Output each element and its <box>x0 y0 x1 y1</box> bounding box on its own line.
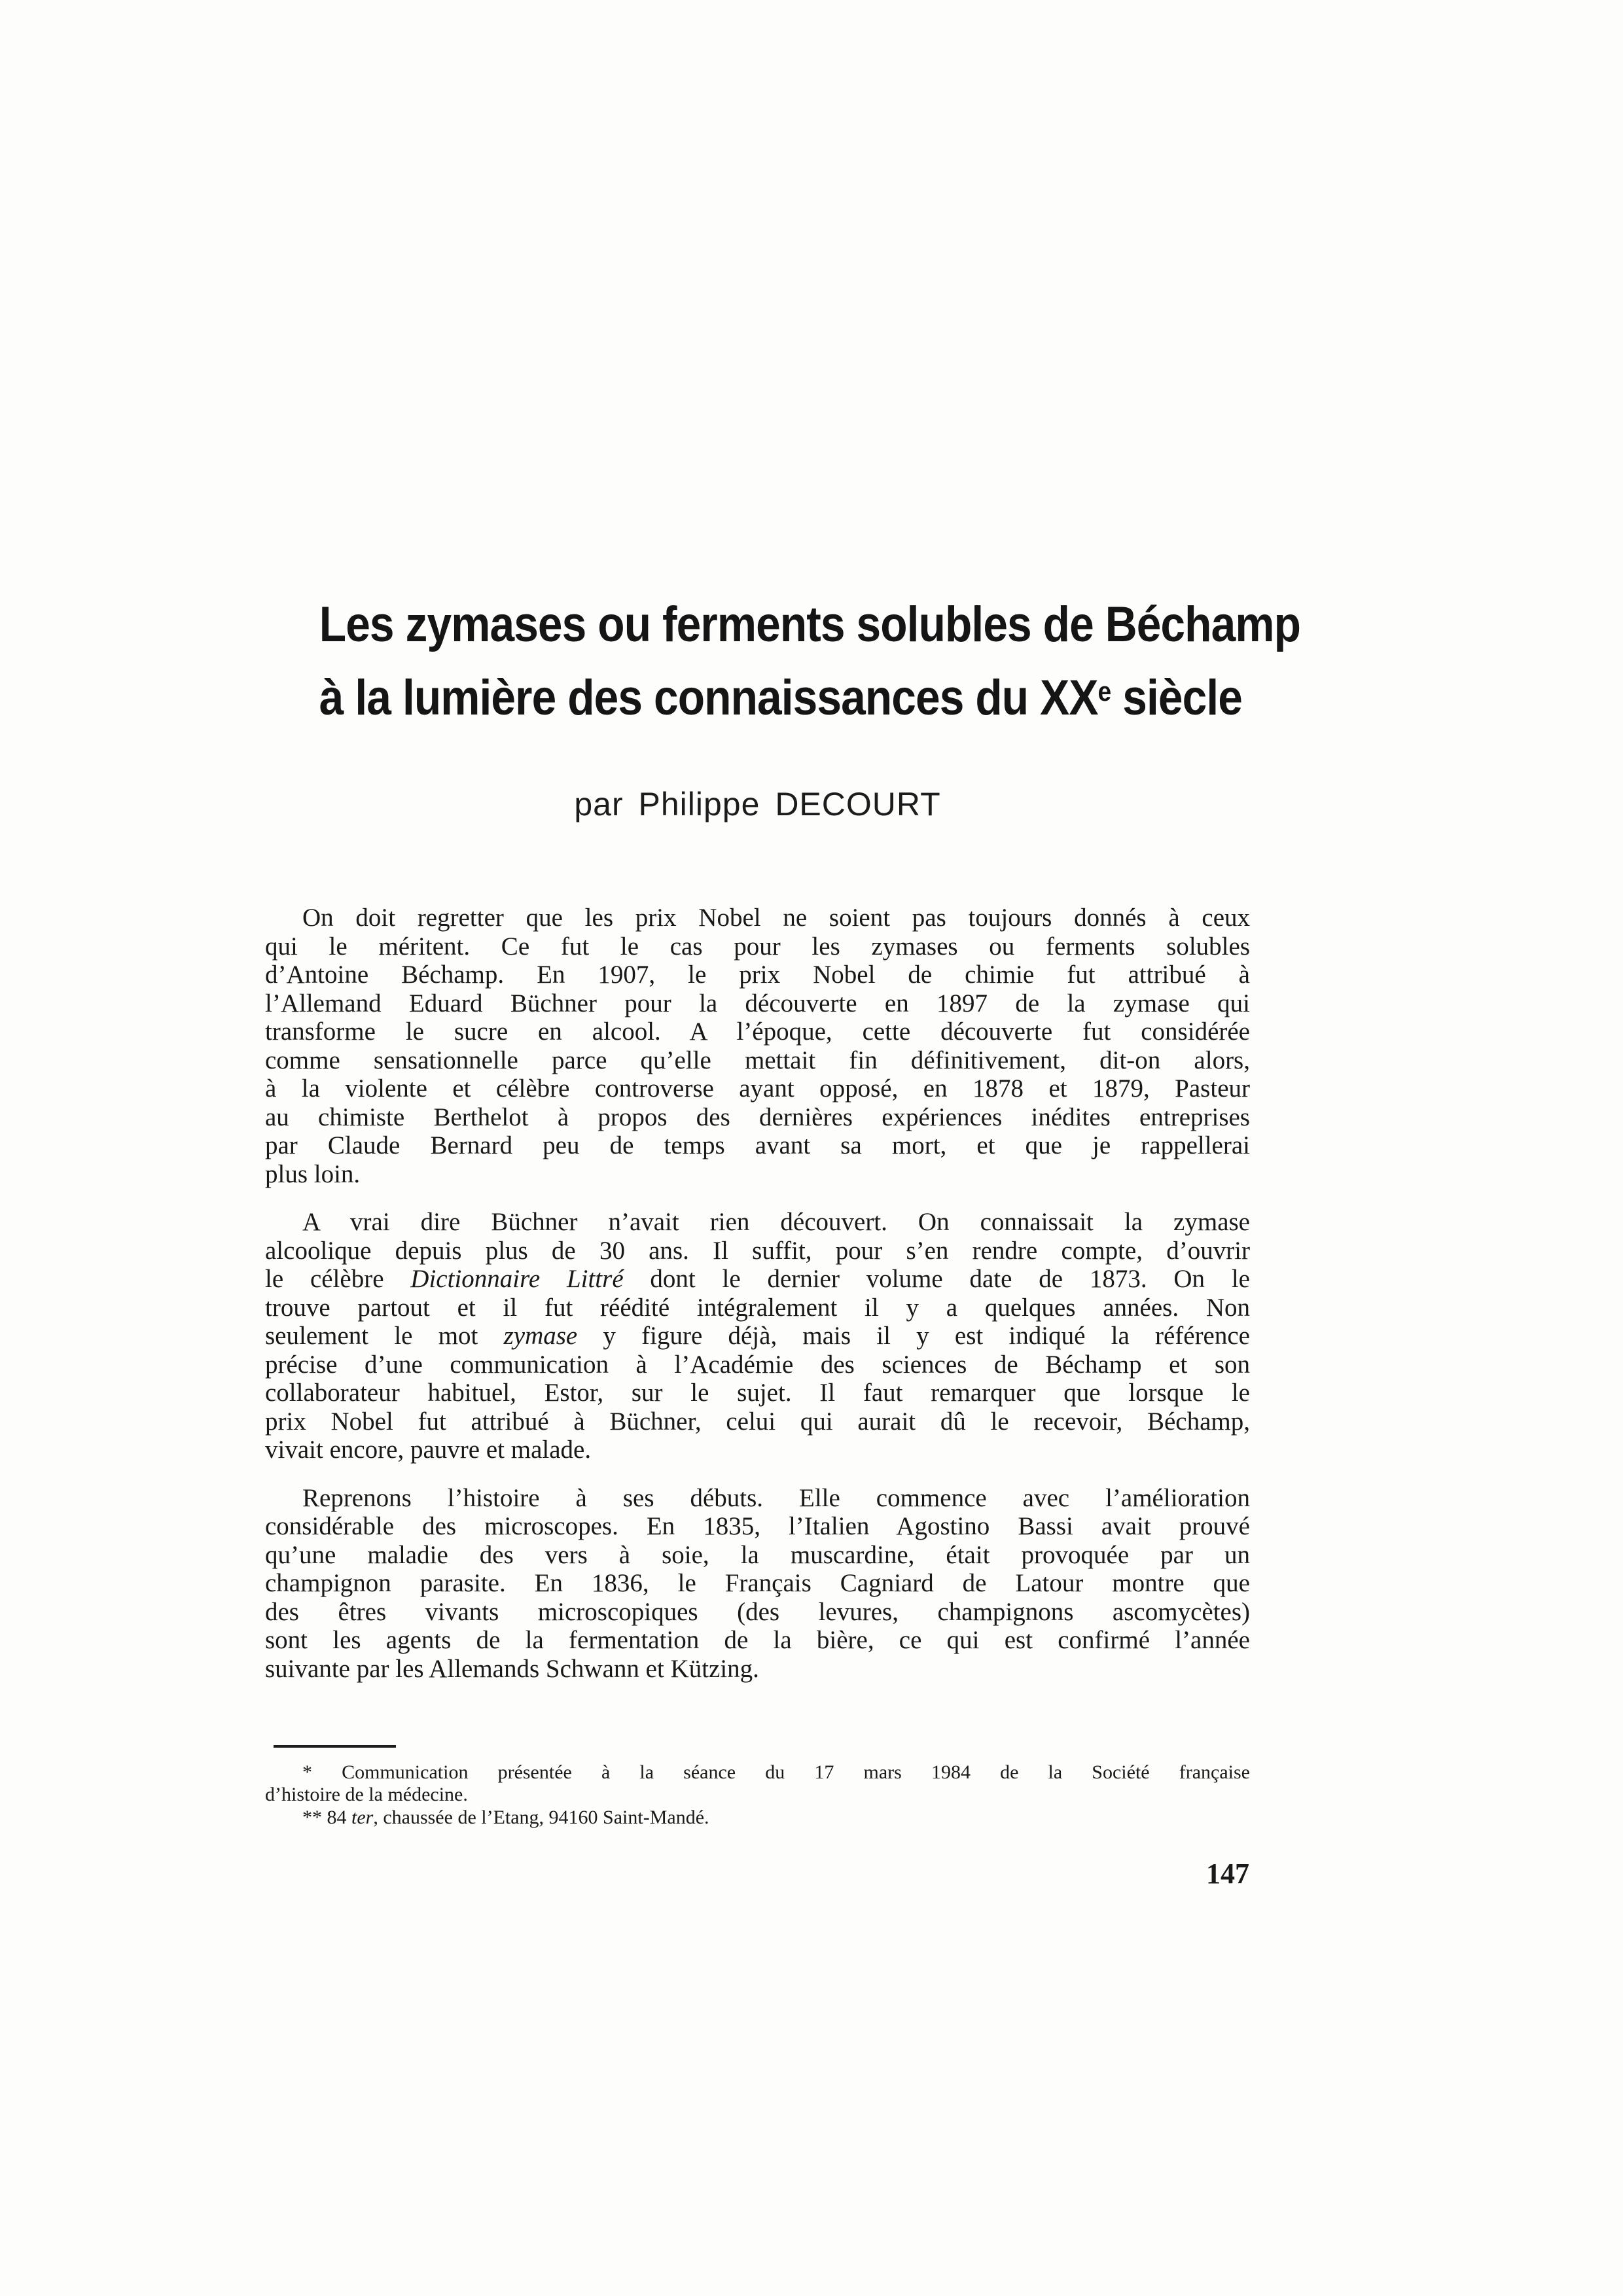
text-segment: plus loin. <box>265 1159 361 1188</box>
text-line <box>265 1407 1250 1436</box>
text-line <box>265 1160 1250 1189</box>
text-segment: comme sensationnelle parce qu’elle mettait fin définitivement, dit-on alors, <box>265 1046 1250 1074</box>
title-line-2-tail: siècle <box>1111 670 1242 726</box>
text-segment: à la violente et célèbre controverse ayant opposé, en 1878 et 1879, Pasteur <box>265 1074 1250 1103</box>
text-segment: seulement le mot <box>265 1322 504 1350</box>
text-line <box>265 1569 1250 1598</box>
text-segment: d’Antoine Béchamp. En 1907, le prix Nobel de chimie fut attribué à <box>265 961 1250 989</box>
article-title <box>265 588 1300 742</box>
italic-text: ter <box>351 1807 374 1828</box>
text-segment: prix Nobel fut attribué à Büchner, celui qui aurait dû le recevoir, Béchamp, <box>265 1407 1250 1436</box>
title-line-2 <box>319 662 1242 742</box>
page-number: 147 <box>1206 1858 1249 1890</box>
text-segment: A vrai dire Büchner n’avait rien découvert. On connaissait la zymase <box>302 1208 1250 1236</box>
italic-text: zymase <box>503 1322 578 1350</box>
author-byline: par Philippe DECOURT <box>574 786 941 822</box>
text-line <box>265 1784 1250 1806</box>
text-line <box>265 1103 1250 1132</box>
text-line <box>265 1626 1250 1655</box>
text-line <box>265 961 1250 989</box>
text-line <box>265 1208 1250 1237</box>
text-segment: trouve partout et il fut réédité intégralement il y a quelques années. Non <box>265 1293 1250 1322</box>
text-line <box>265 1436 1250 1464</box>
text-line <box>265 1484 1250 1513</box>
text-segment: transforme le sucre en alcool. A l’époque, cette découverte fut considérée <box>265 1017 1250 1046</box>
text-segment: y figure déjà, mais il y est indiqué la référence <box>577 1322 1250 1350</box>
text-segment: * Communication présentée à la séance du 17 mars 1984 de la Société française <box>302 1761 1250 1783</box>
text-segment: vivait encore, pauvre et malade. <box>265 1436 592 1464</box>
text-segment: sont les agents de la fermentation de la bière, ce qui est confirmé l’année <box>265 1626 1250 1654</box>
text-line <box>265 904 1250 932</box>
text-line <box>265 1379 1250 1407</box>
paragraph <box>265 1761 1250 1806</box>
text-line <box>265 1322 1250 1351</box>
paragraph <box>265 1484 1250 1684</box>
text-segment: par Claude Bernard peu de temps avant sa mort, et que je rappellerai <box>265 1131 1250 1159</box>
text-segment: ** 84 <box>302 1807 351 1828</box>
text-segment: alcoolique depuis plus de 30 ans. Il suffit, pour s’en rendre compte, d’ouvrir <box>265 1236 1250 1265</box>
text-segment: qu’une maladie des vers à soie, la muscardine, était provoquée par un <box>265 1540 1250 1569</box>
text-line <box>265 1017 1250 1046</box>
paragraph <box>265 1807 1250 1829</box>
text-segment: On doit regretter que les prix Nobel ne soient pas toujours donnés à ceux <box>302 904 1250 932</box>
text-segment: le célèbre <box>265 1265 411 1293</box>
text-line <box>265 1294 1250 1322</box>
text-line <box>265 1655 1250 1684</box>
text-line <box>265 1807 1250 1829</box>
text-segment: d’histoire de la médecine. <box>265 1784 468 1805</box>
footnotes <box>265 1761 1250 1829</box>
text-line <box>265 1265 1250 1294</box>
paragraph <box>265 904 1250 1188</box>
text-segment: des êtres vivants microscopiques (des levures, champignons ascomycètes) <box>265 1597 1250 1626</box>
text-line <box>265 1237 1250 1265</box>
title-line-1: Les zymases ou ferments solubles de Béchamp <box>319 597 1300 652</box>
text-segment: champignon parasite. En 1836, le Français Cagniard de Latour montre que <box>265 1569 1250 1597</box>
text-line <box>265 1046 1250 1075</box>
text-segment: considérable des microscopes. En 1835, l’Italien Agostino Bassi avait prouvé <box>265 1512 1250 1540</box>
footnote-divider <box>274 1745 396 1748</box>
text-segment: l’Allemand Eduard Büchner pour la découverte en 1897 de la zymase qui <box>265 989 1250 1017</box>
text-segment: qui le méritent. Ce fut le cas pour les zymases ou ferments solubles <box>265 932 1250 961</box>
text-line <box>265 1131 1250 1160</box>
italic-text: Dictionnaire Littré <box>410 1265 624 1293</box>
text-line <box>265 1761 1250 1784</box>
title-superscript-e: e <box>1097 676 1111 707</box>
text-line <box>265 1541 1250 1570</box>
text-line <box>265 1512 1250 1541</box>
text-segment: collaborateur habituel, Estor, sur le sujet. Il faut remarquer que lorsque le <box>265 1379 1250 1407</box>
text-line <box>265 1351 1250 1379</box>
article-body <box>265 904 1250 1683</box>
text-segment: Reprenons l’histoire à ses débuts. Elle commence avec l’amélioration <box>302 1483 1250 1512</box>
text-line <box>265 1074 1250 1103</box>
text-segment: au chimiste Berthelot à propos des dernières expériences inédites entreprises <box>265 1103 1250 1131</box>
text-segment: suivante par les Allemands Schwann et Kützing. <box>265 1654 759 1683</box>
text-segment: précise d’une communication à l’Académie des sciences de Béchamp et son <box>265 1350 1250 1379</box>
text-segment: dont le dernier volume date de 1873. On le <box>623 1265 1250 1293</box>
title-line-2-text: à la lumière des connaissances du XX <box>319 670 1098 726</box>
text-line <box>265 932 1250 961</box>
text-line <box>265 1598 1250 1627</box>
text-segment: , chaussée de l’Etang, 94160 Saint-Mandé. <box>373 1807 709 1828</box>
paragraph <box>265 1208 1250 1464</box>
text-line <box>265 989 1250 1018</box>
